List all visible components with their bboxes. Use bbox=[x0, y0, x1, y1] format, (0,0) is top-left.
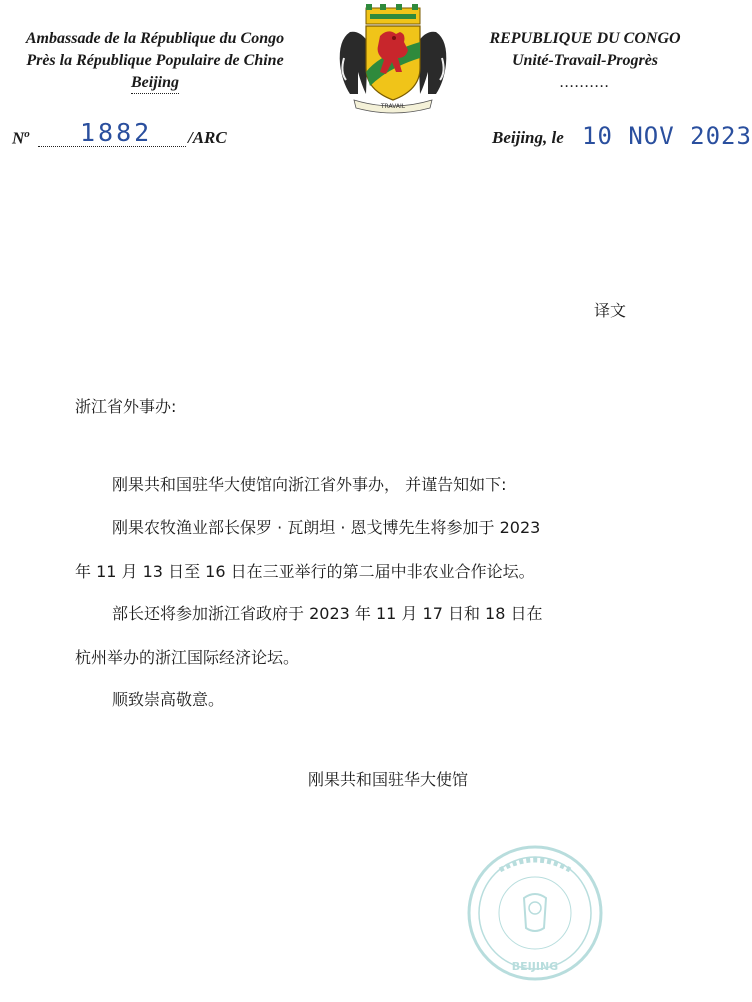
coat-of-arms-icon bbox=[336, 2, 450, 114]
translation-label: 译文 bbox=[594, 301, 627, 320]
country-dots: .......... bbox=[560, 74, 610, 91]
reference-prefix: $N^o$ bbox=[12, 128, 30, 148]
reference-stamped-number: 1882 bbox=[80, 118, 153, 147]
addressee: 浙江省外事办: bbox=[75, 397, 177, 416]
embassy-name-line1: Ambassade de la République du Congo bbox=[25, 30, 285, 47]
reference-number bbox=[12, 118, 312, 158]
signoff-embassy: 刚果共和国驻华大使馆 bbox=[308, 770, 469, 789]
country-header bbox=[470, 28, 700, 94]
embassy-name-line2: Près la République Populaire de Chine bbox=[26, 52, 284, 69]
seal-text: BEIJING bbox=[511, 960, 559, 973]
paragraph-1: 刚果共和国驻华大使馆向浙江省外事办， 并谨告知如下: bbox=[112, 475, 507, 494]
embassy-seal-icon bbox=[464, 842, 606, 984]
letter-date bbox=[492, 122, 752, 158]
paragraph-2-line-2: 年 11 月 13 日至 16 日在三亚举行的第二届中非农业合作论坛。 bbox=[75, 562, 535, 581]
embassy-header bbox=[0, 28, 310, 94]
date-label: Beijing, le bbox=[492, 128, 564, 147]
paragraph-3-line-2: 杭州举办的浙江国际经济论坛。 bbox=[75, 648, 300, 667]
crest-motto: TRAVAIL bbox=[380, 103, 406, 110]
paragraph-2-line-1: 刚果农牧渔业部长保罗 · 瓦朗坦 · 恩戈博先生将参加于 2023 bbox=[112, 518, 541, 537]
country-motto: Unité-Travail-Progrès bbox=[511, 52, 659, 69]
country-name: REPUBLIQUE DU CONGO bbox=[489, 30, 681, 47]
paragraph-3-line-1: 部长还将参加浙江省政府于 2023 年 11 月 17 日和 18 日在 bbox=[112, 604, 543, 623]
closing-salutation: 顺致崇高敬意。 bbox=[112, 690, 225, 709]
date-stamp: 10 NOV 2023 bbox=[582, 122, 752, 150]
embassy-city: Beijing bbox=[131, 73, 179, 94]
reference-suffix: /ARC bbox=[188, 128, 227, 147]
